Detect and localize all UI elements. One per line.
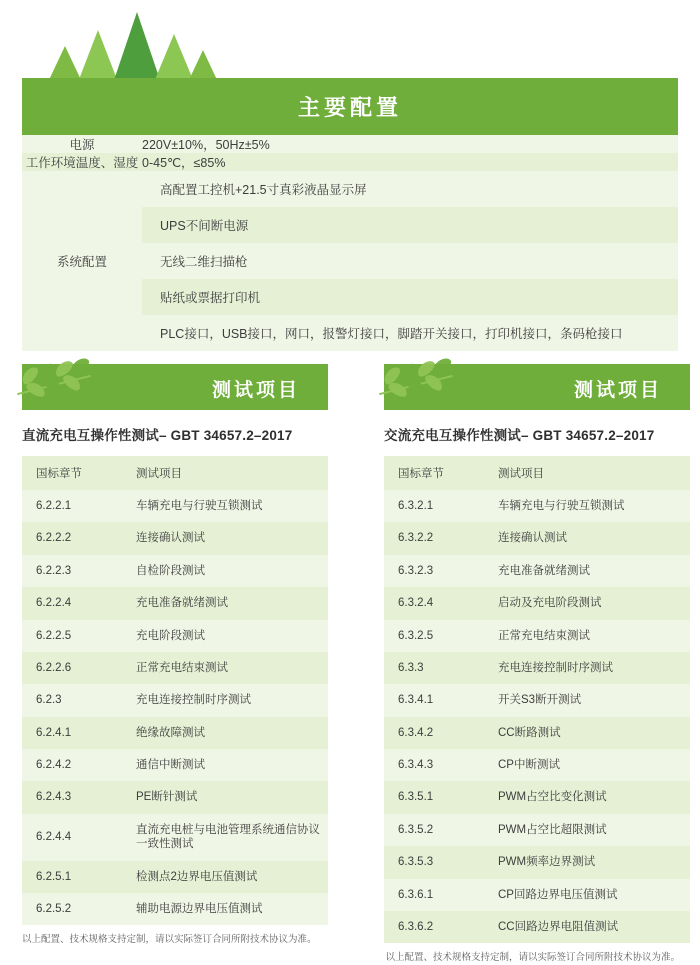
cell-section: 6.3.5.3 <box>384 846 484 878</box>
cell-item: CC断路测试 <box>484 717 690 749</box>
column-header <box>384 364 690 410</box>
footnote: 以上配置、技术规格支持定制，请以实际签订合同所附技术协议为准。 <box>22 934 317 946</box>
table-row <box>22 814 328 861</box>
cell-section: 6.3.2.5 <box>384 620 484 652</box>
list-item: 高配置工控机+21.5寸真彩液晶显示屏 <box>142 171 678 207</box>
table-row <box>384 911 690 943</box>
table-header-row <box>22 456 328 490</box>
cell-item: 通信中断测试 <box>122 749 328 781</box>
cell-item: 正常充电结束测试 <box>122 652 328 684</box>
cell-section: 6.2.5.1 <box>22 861 122 893</box>
config-table <box>22 135 678 351</box>
dc-test-table <box>22 456 328 925</box>
cell-item: CC回路边界电阻值测试 <box>484 911 690 943</box>
cell-item: 直流充电桩与电池管理系统通信协议一致性测试 <box>122 814 328 861</box>
list-item: 无线二维扫描枪 <box>142 243 678 279</box>
cell-section: 6.2.2.5 <box>22 620 122 652</box>
cell-section: 6.3.6.1 <box>384 879 484 911</box>
cell-item: 充电准备就绪测试 <box>122 587 328 619</box>
table-header-row <box>384 456 690 490</box>
table-row <box>384 652 690 684</box>
column-header-title: 测试项目 <box>211 380 300 401</box>
footnote: 以上配置、技术规格支持定制，请以实际签订合同所附技术协议为准。 <box>385 952 680 964</box>
config-row-value: 220V±10%，50Hz±5% <box>142 138 270 152</box>
cell-item: 启动及充电阶段测试 <box>484 587 690 619</box>
cell-item: PWM占空比变化测试 <box>484 781 690 813</box>
cell-section: 6.3.6.2 <box>384 911 484 943</box>
cell-section: 6.3.2.4 <box>384 587 484 619</box>
table-row <box>22 781 328 813</box>
cell-item: 检测点2边界电压值测试 <box>122 861 328 893</box>
cell-section: 6.3.4.2 <box>384 717 484 749</box>
cell-section: 6.2.2.3 <box>22 555 122 587</box>
cell-item: 充电连接控制时序测试 <box>484 652 690 684</box>
list-item: PLC接口，USB接口，网口，报警灯接口，脚踏开关接口，打印机接口，条码枪接口 <box>142 315 678 351</box>
table-row <box>384 587 690 619</box>
ac-test-table <box>384 456 690 943</box>
config-panel-title: 主要配置 <box>22 78 678 135</box>
table-row <box>384 717 690 749</box>
cell-section: 6.3.2.1 <box>384 490 484 522</box>
table-row <box>384 814 690 846</box>
cell-section: 6.2.2.2 <box>22 522 122 554</box>
cell-section: 6.2.5.2 <box>22 893 122 925</box>
column-header-title: 测试项目 <box>573 380 662 401</box>
system-config-items <box>142 171 678 351</box>
table-row <box>384 879 690 911</box>
list-item: 贴纸或票据打印机 <box>142 279 678 315</box>
column-header-section: 国标章节 <box>22 456 122 490</box>
main-config-panel <box>22 78 678 351</box>
table-row <box>22 893 328 925</box>
table-row <box>22 861 328 893</box>
leaf-icon <box>372 356 468 414</box>
cell-item: 车辆充电与行驶互锁测试 <box>484 490 690 522</box>
cell-item: 自检阶段测试 <box>122 555 328 587</box>
config-row-value: 0-45℃，≤85% <box>142 156 226 170</box>
cell-item: 辅助电源边界电压值测试 <box>122 893 328 925</box>
table-row <box>22 522 328 554</box>
cell-item: 开关S3断开测试 <box>484 684 690 716</box>
table-row <box>22 717 328 749</box>
list-item: UPS不间断电源 <box>142 207 678 243</box>
table-row <box>22 620 328 652</box>
cell-item: CP中断测试 <box>484 749 690 781</box>
table-row <box>384 490 690 522</box>
cell-item: 连接确认测试 <box>484 522 690 554</box>
cell-section: 6.2.3 <box>22 684 122 716</box>
column-subtitle: 直流充电互操作性测试– GBT 34657.2–2017 <box>22 428 293 443</box>
leaf-icon <box>10 356 106 414</box>
cell-section: 6.2.4.4 <box>22 814 122 861</box>
table-row <box>384 846 690 878</box>
table-row <box>22 749 328 781</box>
cell-item: PWM频率边界测试 <box>484 846 690 878</box>
cell-section: 6.3.5.2 <box>384 814 484 846</box>
cell-section: 6.2.4.1 <box>22 717 122 749</box>
column-header-item: 测试项目 <box>484 456 690 490</box>
cell-item: 充电连接控制时序测试 <box>122 684 328 716</box>
test-columns <box>0 364 700 964</box>
config-row-label: 工作环境温度、湿度 <box>25 156 139 170</box>
cell-section: 6.3.3 <box>384 652 484 684</box>
table-row <box>384 684 690 716</box>
table-row <box>22 587 328 619</box>
cell-item: 正常充电结束测试 <box>484 620 690 652</box>
table-row <box>384 749 690 781</box>
table-row <box>384 781 690 813</box>
cell-section: 6.3.2.3 <box>384 555 484 587</box>
cell-section: 6.3.5.1 <box>384 781 484 813</box>
table-row <box>384 620 690 652</box>
dc-test-column <box>10 364 328 947</box>
cell-item: 连接确认测试 <box>122 522 328 554</box>
column-header-item: 测试项目 <box>122 456 328 490</box>
table-row <box>22 490 328 522</box>
cell-item: 车辆充电与行驶互锁测试 <box>122 490 328 522</box>
cell-item: PWM占空比超限测试 <box>484 814 690 846</box>
cell-item: CP回路边界电压值测试 <box>484 879 690 911</box>
cell-item: 绝缘故障测试 <box>122 717 328 749</box>
cell-item: 充电准备就绪测试 <box>484 555 690 587</box>
table-row <box>22 652 328 684</box>
config-row-label: 电源 <box>69 138 95 152</box>
cell-section: 6.2.2.1 <box>22 490 122 522</box>
table-row <box>22 684 328 716</box>
cell-item: 充电阶段测试 <box>122 620 328 652</box>
cell-section: 6.2.2.4 <box>22 587 122 619</box>
system-config-row <box>22 171 678 351</box>
cell-item: PE断针测试 <box>122 781 328 813</box>
table-row <box>384 555 690 587</box>
ac-test-column <box>372 364 690 965</box>
column-subtitle: 交流充电互操作性测试– GBT 34657.2–2017 <box>384 428 655 443</box>
cell-section: 6.2.4.3 <box>22 781 122 813</box>
cell-section: 6.3.4.3 <box>384 749 484 781</box>
cell-section: 6.3.2.2 <box>384 522 484 554</box>
column-header-section: 国标章节 <box>384 456 484 490</box>
table-row <box>22 153 678 171</box>
cell-section: 6.2.4.2 <box>22 749 122 781</box>
table-row <box>22 135 678 153</box>
table-row <box>384 522 690 554</box>
column-header <box>22 364 328 410</box>
table-row <box>22 555 328 587</box>
cell-section: 6.3.4.1 <box>384 684 484 716</box>
cell-section: 6.2.2.6 <box>22 652 122 684</box>
system-config-label: 系统配置 <box>22 171 142 351</box>
